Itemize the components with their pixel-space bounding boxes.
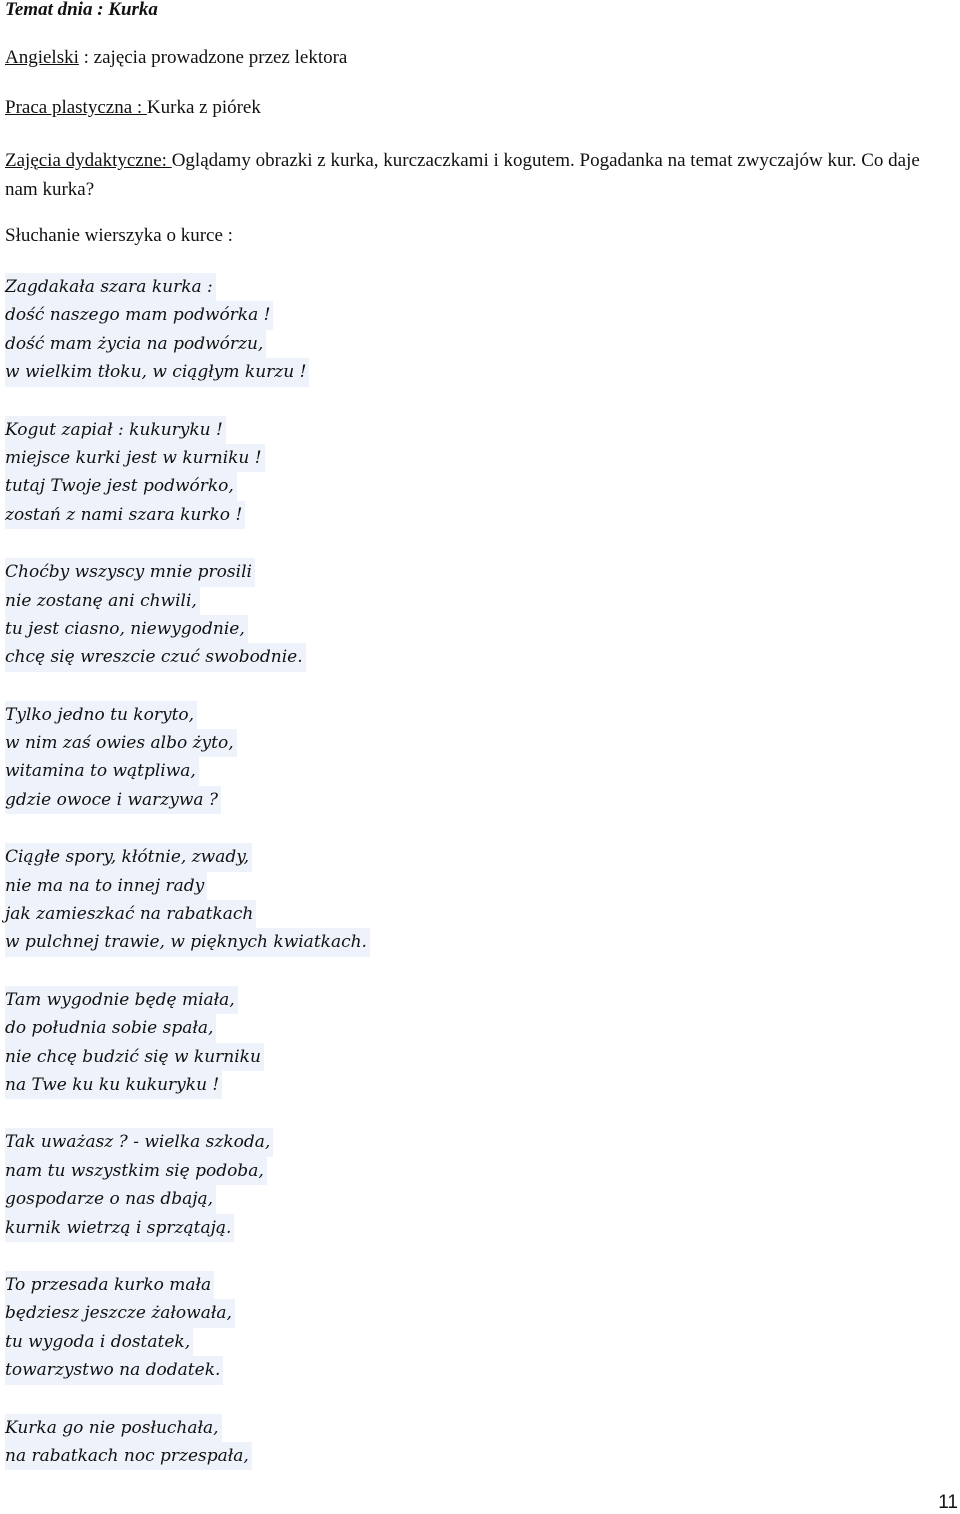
poem-stanza xyxy=(5,1414,370,1471)
poem-stanza xyxy=(5,416,370,530)
poem-stanza xyxy=(5,843,370,957)
poem-line: jak zamieszkać na rabatkach xyxy=(5,900,256,928)
poem-line: w pulchnej trawie, w pięknych kwiatkach. xyxy=(5,928,370,956)
poem-stanza xyxy=(5,701,370,815)
poem-line: Kurka go nie posłuchała, xyxy=(5,1414,222,1442)
poem-line: tutaj Twoje jest podwórko, xyxy=(5,472,237,500)
english-label: Angielski xyxy=(5,47,79,68)
poem-line: Kogut zapiał : kukuryku ! xyxy=(5,416,226,444)
page-number: 11 xyxy=(938,1492,958,1513)
art-line xyxy=(5,98,261,118)
poem-line: towarzystwo na dodatek. xyxy=(5,1356,223,1384)
poem-line: będziesz jeszcze żałowała, xyxy=(5,1299,235,1327)
poem-line: do południa sobie spała, xyxy=(5,1014,216,1042)
art-text: Kurka z piórek xyxy=(146,97,261,118)
poem-line: Zagdakała szara kurka : xyxy=(5,273,216,301)
poem-line: chcę się wreszcie czuć swobodnie. xyxy=(5,643,306,671)
poem-line: dość mam życia na podwórzu, xyxy=(5,330,266,358)
poem-stanza xyxy=(5,986,370,1100)
poem-line: Choćby wszyscy mnie prosili xyxy=(5,558,255,586)
poem-line: gdzie owoce i warzywa ? xyxy=(5,786,221,814)
poem-stanza xyxy=(5,1128,370,1242)
poem-line: Ciągłe spory, kłótnie, zwady, xyxy=(5,843,252,871)
poem-stanza xyxy=(5,1271,370,1385)
poem-line: Tylko jedno tu koryto, xyxy=(5,701,197,729)
poem-line: kurnik wietrzą i sprzątają. xyxy=(5,1214,234,1242)
poem xyxy=(5,273,370,1499)
poem-stanza xyxy=(5,558,370,672)
poem-line: Tam wygodnie będę miała, xyxy=(5,986,238,1014)
didactic-text: Oglądamy obrazki z kurka, kurczaczkami i kogutem. Pogadanka na temat zwyczajów kur. Co daje nam kurka? xyxy=(5,150,920,200)
poem-line: nie zostanę ani chwili, xyxy=(5,587,200,615)
page-title: Temat dnia : Kurka xyxy=(5,0,158,20)
poem-line: tu jest ciasno, niewygodnie, xyxy=(5,615,248,643)
poem-stanza xyxy=(5,273,370,387)
poem-line: zostań z nami szara kurko ! xyxy=(5,501,245,529)
poem-line: w nim zaś owies albo żyto, xyxy=(5,729,237,757)
english-line xyxy=(5,48,347,68)
poem-line: nie ma na to innej rady xyxy=(5,872,207,900)
poem-line: Tak uważasz ? - wielka szkoda, xyxy=(5,1128,273,1156)
art-label: Praca plastyczna : xyxy=(5,97,147,118)
english-text: : zajęcia prowadzone przez lektora xyxy=(78,47,348,68)
poem-line: na rabatkach noc przespała, xyxy=(5,1442,252,1470)
listening-line: Słuchanie wierszyka o kurce : xyxy=(5,225,233,246)
poem-line: w wielkim tłoku, w ciągłym kurzu ! xyxy=(5,358,309,386)
poem-line: gospodarze o nas dbają, xyxy=(5,1185,216,1213)
didactic-label: Zajęcia dydaktyczne: xyxy=(5,150,172,171)
poem-line: miejsce kurki jest w kurniku ! xyxy=(5,444,265,472)
didactic-paragraph xyxy=(5,146,955,204)
poem-line: witamina to wątpliwa, xyxy=(5,757,199,785)
poem-line: dość naszego mam podwórka ! xyxy=(5,301,273,329)
poem-line: nam tu wszystkim się podoba, xyxy=(5,1157,267,1185)
poem-line: na Twe ku ku kukuryku ! xyxy=(5,1071,222,1099)
poem-line: nie chcę budzić się w kurniku xyxy=(5,1043,264,1071)
poem-line: tu wygoda i dostatek, xyxy=(5,1328,193,1356)
poem-line: To przesada kurko mała xyxy=(5,1271,214,1299)
